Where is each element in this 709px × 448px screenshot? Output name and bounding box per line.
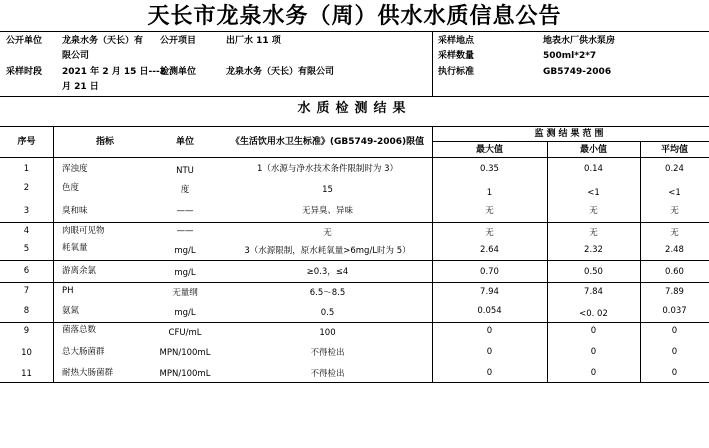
row-avg: 7.89 — [665, 287, 684, 297]
row-indicator: PH — [62, 286, 74, 296]
sampling-site-value: 地表水厂供水泵房 — [543, 36, 616, 46]
row-min: 0 — [590, 326, 597, 336]
results-title: 水质检测结果 — [297, 101, 412, 116]
row-max: 0 — [486, 347, 493, 357]
table-border — [0, 382, 709, 383]
row-no: 5 — [23, 244, 30, 254]
row-unit: NTU — [176, 166, 194, 176]
row-unit: —— — [176, 226, 194, 236]
sampling-time-value: 2021 年 2 月 15 日---2 — [62, 67, 166, 77]
table-border — [432, 141, 709, 142]
row-no: 10 — [21, 348, 32, 358]
row-max: 无 — [485, 206, 494, 216]
sampling-site-label: 采样地点 — [438, 36, 475, 46]
row-no: 2 — [23, 183, 30, 193]
row-limit: 不得检出 — [310, 348, 345, 358]
row-min: 0 — [590, 347, 597, 357]
row-indicator: 氨氮 — [62, 306, 80, 316]
row-indicator: 菌落总数 — [62, 325, 97, 335]
row-min: 2.32 — [584, 245, 603, 255]
table-border — [0, 282, 709, 283]
standard-label: 执行标准 — [438, 67, 475, 77]
row-indicator: 色度 — [62, 183, 80, 193]
row-unit: mg/L — [174, 268, 196, 278]
row-unit: mg/L — [174, 246, 196, 256]
row-avg: 0 — [671, 368, 678, 378]
row-no: 8 — [23, 306, 30, 316]
row-max: 1 — [486, 188, 493, 198]
row-unit: —— — [176, 206, 194, 216]
sampling-time-value-cont: 月 21 日 — [62, 82, 99, 92]
row-limit: 无 — [323, 228, 332, 238]
header-avg: 平均值 — [660, 145, 688, 155]
row-unit: 度 — [180, 185, 190, 195]
row-avg: 0.037 — [662, 306, 687, 316]
row-avg: 无 — [670, 228, 679, 238]
row-indicator: 肉眼可见物 — [62, 226, 105, 236]
row-min: 0.50 — [584, 267, 603, 277]
row-limit: 6.5～8.5 — [309, 288, 346, 298]
header-unit: 单位 — [175, 137, 194, 147]
row-limit: 15 — [322, 185, 333, 195]
row-max: 无 — [485, 228, 494, 238]
row-avg: 0 — [671, 326, 678, 336]
header-max: 最大值 — [475, 145, 503, 155]
row-avg: 0.60 — [665, 267, 684, 277]
public-unit-label: 公开单位 — [6, 36, 43, 46]
row-avg: 0 — [671, 347, 678, 357]
row-max: 0.054 — [477, 306, 502, 316]
row-no: 3 — [23, 206, 30, 216]
row-min: 无 — [589, 228, 598, 238]
row-indicator: 耗氧量 — [62, 243, 88, 253]
row-indicator: 游离余氯 — [62, 266, 97, 276]
row-max: 0.35 — [480, 164, 499, 174]
row-min: 0.14 — [584, 164, 603, 174]
table-border — [53, 126, 54, 382]
row-no: 9 — [23, 326, 30, 336]
row-indicator: 臭和味 — [62, 206, 88, 216]
row-unit: MPN/100mL — [159, 369, 211, 379]
row-unit: 无量纲 — [172, 288, 198, 298]
divider — [0, 96, 709, 97]
row-max: 2.64 — [480, 245, 499, 255]
row-indicator: 总大肠菌群 — [62, 347, 105, 357]
row-min: 0 — [590, 368, 597, 378]
public-unit-value-cont: 限公司 — [62, 51, 90, 61]
public-unit-value: 龙泉水务（天长）有 — [62, 36, 144, 46]
row-max: 0 — [486, 326, 493, 336]
table-border — [0, 126, 709, 127]
standard-value: GB5749-2006 — [543, 67, 612, 77]
table-border — [0, 260, 709, 261]
sample-qty-value: 500ml*2*7 — [543, 51, 597, 61]
row-min: 无 — [589, 206, 598, 216]
row-indicator: 耐热大肠菌群 — [62, 368, 114, 378]
row-avg: 0.24 — [665, 164, 684, 174]
row-limit: 无异臭、异味 — [301, 206, 353, 216]
header-no: 序号 — [17, 137, 36, 147]
row-unit: CFU/mL — [168, 328, 202, 338]
row-avg: 无 — [670, 206, 679, 216]
row-min: <0. 02 — [579, 309, 608, 319]
row-max: 0.70 — [480, 267, 499, 277]
row-min: <1 — [587, 188, 600, 198]
row-limit: 1（水源与净水技术条件限制时为 3） — [256, 164, 399, 174]
row-no: 4 — [23, 226, 30, 236]
row-avg: 2.48 — [665, 245, 684, 255]
header-min: 最小值 — [579, 145, 607, 155]
inspection-unit-value: 龙泉水务（天长）有限公司 — [226, 67, 335, 77]
sample-qty-label: 采样数量 — [438, 51, 475, 61]
row-unit: MPN/100mL — [159, 348, 211, 358]
table-border — [0, 322, 709, 323]
row-no: 7 — [23, 286, 30, 296]
header-range: 监测结果范围 — [534, 129, 607, 139]
row-max: 0 — [486, 368, 493, 378]
public-item-value: 出厂水 11 项 — [226, 36, 281, 46]
row-limit: 不得检出 — [310, 369, 345, 379]
row-limit: 3（水源限制，原水耗氧量>6mg/L时为 5） — [244, 246, 411, 256]
row-no: 6 — [23, 266, 30, 276]
row-unit: mg/L — [174, 308, 196, 318]
row-no: 11 — [21, 369, 32, 379]
row-limit: ≥0.3，≤4 — [306, 267, 349, 277]
sampling-time-label: 采样时段 — [6, 67, 43, 77]
row-limit: 0.5 — [320, 308, 335, 318]
header-limit: 《生活饮用水卫生标准》(GB5749-2006)限值 — [230, 137, 425, 147]
page-title: 天长市龙泉水务（周）供水水质信息公告 — [147, 3, 562, 29]
table-border — [0, 157, 709, 158]
divider — [0, 31, 709, 32]
inspection-unit-label: 检测单位 — [160, 67, 197, 77]
row-no: 1 — [23, 164, 30, 174]
divider — [432, 31, 433, 97]
row-min: 7.84 — [584, 287, 603, 297]
public-item-label: 公开项目 — [160, 36, 197, 46]
table-border — [0, 222, 709, 223]
row-avg: <1 — [668, 188, 681, 198]
row-limit: 100 — [319, 328, 336, 338]
row-max: 7.94 — [480, 287, 499, 297]
row-indicator: 浑浊度 — [62, 164, 88, 174]
header-indicator: 指标 — [95, 137, 114, 147]
